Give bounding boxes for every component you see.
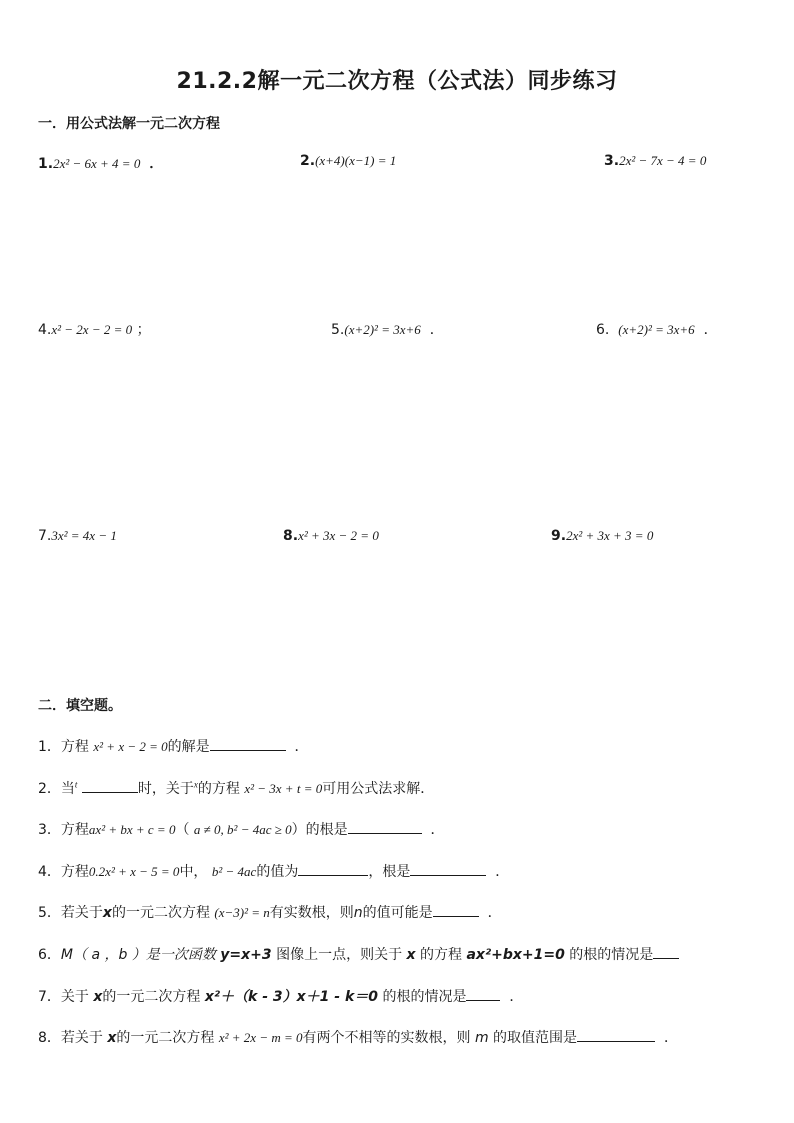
punctuation: ． (663, 1030, 678, 1046)
answer-blank[interactable] (577, 1027, 655, 1042)
equation: x²＋（k - 3）x＋1 - k＝0 (204, 989, 379, 1005)
problem-8 (283, 528, 379, 544)
item-text: 若关于 (60, 905, 103, 921)
problem-9 (551, 528, 653, 544)
item-number: 6． (38, 947, 61, 963)
fill-item-5 (38, 902, 502, 922)
punctuation: ． (149, 156, 164, 172)
equation: 2x² + 3x + 3 = 0 (566, 528, 654, 543)
item-text: 有实数根，则 (269, 905, 354, 921)
item-text: 若关于 (60, 1030, 108, 1046)
item-number: 4． (38, 864, 61, 880)
item-text: 中， (179, 864, 208, 880)
equation: x² + x − 2 = 0 (93, 739, 168, 754)
item-number: 7． (38, 989, 61, 1005)
item-text: 的一元二次方程 (102, 989, 205, 1005)
answer-blank[interactable] (298, 861, 368, 876)
problem-6 (596, 319, 718, 339)
punctuation: ． (487, 905, 502, 921)
equation: 2x² − 7x − 4 = 0 (619, 153, 707, 168)
item-text: 的解是 (167, 739, 210, 755)
problem-number: 5. (331, 322, 345, 338)
item-text: 方程 (60, 822, 89, 838)
item-text: 的根的情况是 (378, 989, 467, 1005)
punctuation: ． (495, 864, 510, 880)
problem-number: 1. (38, 156, 54, 172)
punctuation: （ (175, 822, 190, 838)
equation: 0.2x² + x − 5 = 0 (88, 864, 180, 879)
item-number: 5． (38, 905, 61, 921)
punctuation: ； (136, 322, 151, 338)
item-number: 8． (38, 1030, 61, 1046)
equation: 3x² = 4x − 1 (51, 528, 117, 543)
function: y=x+3 (220, 947, 272, 963)
punctuation: ． (430, 822, 445, 838)
equation: x² − 3x + t = 0 (244, 781, 323, 796)
variable: x (93, 989, 103, 1005)
problem-2 (300, 153, 396, 169)
problem-7 (38, 528, 117, 544)
equation: (x−3)² = n (214, 905, 270, 920)
variable: n (353, 905, 363, 921)
item-text: 可用公式法求解． (322, 781, 435, 797)
variable: x (102, 905, 112, 921)
fill-item-2 (38, 778, 434, 798)
variable: x (107, 1030, 117, 1046)
punctuation: ． (703, 322, 718, 338)
item-text: 的根的情况是 (564, 947, 654, 963)
equation: (x+2)² = 3x+6 (344, 322, 421, 337)
item-text: 方程 (60, 864, 89, 880)
item-number: 3． (38, 822, 61, 838)
answer-blank[interactable] (210, 736, 286, 751)
item-text: 的根是 (305, 822, 348, 838)
item-text: 的方程 (197, 781, 240, 797)
item-text: 的一元二次方程 (111, 905, 210, 921)
answer-blank[interactable] (82, 778, 138, 793)
problem-3 (604, 153, 706, 169)
variable: t (74, 779, 78, 790)
fill-item-6 (38, 944, 679, 964)
answer-blank[interactable] (433, 902, 479, 917)
answer-blank[interactable] (653, 944, 679, 959)
problem-number: 7. (38, 528, 52, 544)
item-text: 的值可能是 (362, 905, 433, 921)
item-text: ，根是 (368, 864, 411, 880)
problem-number: 3. (604, 153, 620, 169)
punctuation: ． (429, 322, 444, 338)
item-text: 图像上一点，则关于 (271, 947, 407, 963)
variable: x (193, 779, 198, 790)
item-text: 有两个不相等的实数根，则 (302, 1030, 475, 1046)
problem-number: 9. (551, 528, 567, 544)
item-number: 1． (38, 739, 61, 755)
equation: ax²+bx+1=0 (466, 947, 565, 963)
equation: (x+2)² = 3x+6 (618, 322, 695, 337)
answer-blank[interactable] (410, 861, 486, 876)
page-title: 21.2.2解一元二次方程（公式法）同步练习 (176, 69, 618, 94)
section-2-heading: 二．填空题。 (38, 698, 122, 714)
fill-item-8 (38, 1027, 678, 1047)
variable: m (474, 1030, 489, 1046)
fill-item-7 (38, 986, 523, 1006)
equation: x² + 2x − m = 0 (218, 1030, 303, 1045)
punctuation: ． (509, 989, 524, 1005)
discriminant: b² − 4ac (211, 864, 257, 879)
fill-item-4 (38, 861, 509, 881)
answer-blank[interactable] (348, 819, 422, 834)
equation: (x+4)(x−1) = 1 (315, 153, 397, 168)
answer-blank[interactable] (466, 986, 500, 1001)
problem-number: 2. (300, 153, 316, 169)
problem-5 (331, 319, 444, 339)
section-1-heading: 一．用公式法解一元二次方程 (38, 116, 220, 132)
condition: a ≠ 0, b² − 4ac ≥ 0 (193, 822, 292, 837)
item-text: 的一元二次方程 (116, 1030, 219, 1046)
item-text: M（ a ，b ）是一次函数 (60, 947, 221, 963)
item-text: 当 (60, 781, 75, 797)
problem-4 (38, 319, 151, 339)
problem-number: 6. (596, 322, 610, 338)
problem-number: 4. (38, 322, 52, 338)
variable: x (406, 947, 416, 963)
item-text: 关于 (60, 989, 94, 1005)
item-text: 方程 (60, 739, 89, 755)
equation: 2x² − 6x + 4 = 0 (53, 156, 141, 171)
item-text: 的方程 (415, 947, 467, 963)
item-text: 时，关于 (137, 781, 194, 797)
problem-1 (38, 153, 163, 173)
item-number: 2． (38, 781, 61, 797)
punctuation: ） (291, 822, 306, 838)
item-text: 的值为 (256, 864, 299, 880)
equation: x² − 2x − 2 = 0 (51, 322, 133, 337)
equation: x² + 3x − 2 = 0 (298, 528, 379, 543)
punctuation: ． (294, 739, 309, 755)
problem-number: 8. (283, 528, 299, 544)
item-text: 的取值范围是 (488, 1030, 578, 1046)
fill-item-1 (38, 736, 309, 756)
fill-item-3 (38, 819, 445, 839)
equation: ax² + bx + c = 0 (88, 822, 176, 837)
